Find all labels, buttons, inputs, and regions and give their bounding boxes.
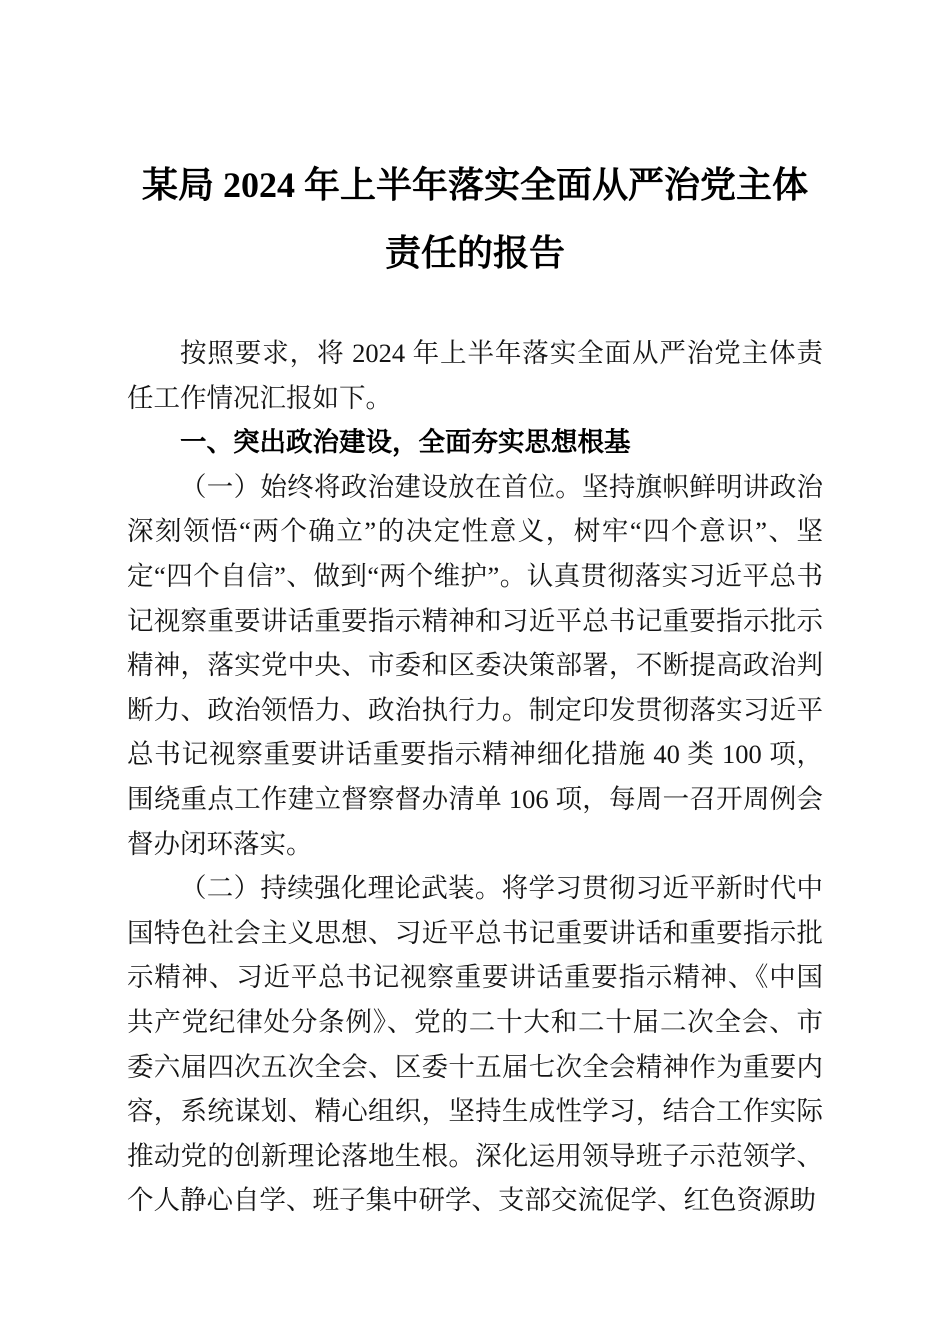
section1-paragraph-1 [127, 465, 823, 866]
paragraph-1-text: 坚持旗帜鲜明讲政治深刻领悟“两个确立”的决定性意义，树牢“四个意识”、坚定“四个自信”、做到“两个维护”。认真贯彻落实习近平总书记视察重要讲话重要指示精神和习近平总书记重要指示批示精神，落实党中央、市委和区委决策部署，不断提高政治判断力、政治领悟力、政治执行力。制定印发贯彻落实习近平总书记视察重要讲话重要指示精神细化措施 40 类 100 项，围绕重点工作建立督察督办清单 106 项，每周一召开周例会督办闭环落实。 [127, 471, 824, 859]
paragraph-2-lead: （二）持续强化理论武装。 [180, 873, 502, 904]
section-heading-1: 一、突出政治建设，全面夯实思想根基 [180, 427, 631, 458]
paragraph-2-text: 将学习贯彻习近平新时代中国特色社会主义思想、习近平总书记重要讲话和重要指示批示精神、习近平总书记视察重要讲话重要指示精神、《中国共产党纪律处分条例》、党的二十大和二十届二次全会、市委六届四次五次全会、区委十五届七次全会精神作为重要内容，系统谋划、精心组织，坚持生成性学习，结合工作实际推动党的创新理论落地生根。深化运用领导班子示范领学、个人静心自学、班子集中研学、支部交流促学、红色资源助 [127, 873, 824, 1216]
section1-paragraph-2 [127, 866, 823, 1223]
paragraph-1-lead: （一）始终将政治建设放在首位。 [180, 471, 583, 502]
intro-paragraph: 按照要求，将 2024 年上半年落实全面从严治党主体责任工作情况汇报如下。 [127, 338, 823, 413]
document-title: 某局 2024 年上半年落实全面从严治党主体责任的报告 [141, 165, 808, 273]
